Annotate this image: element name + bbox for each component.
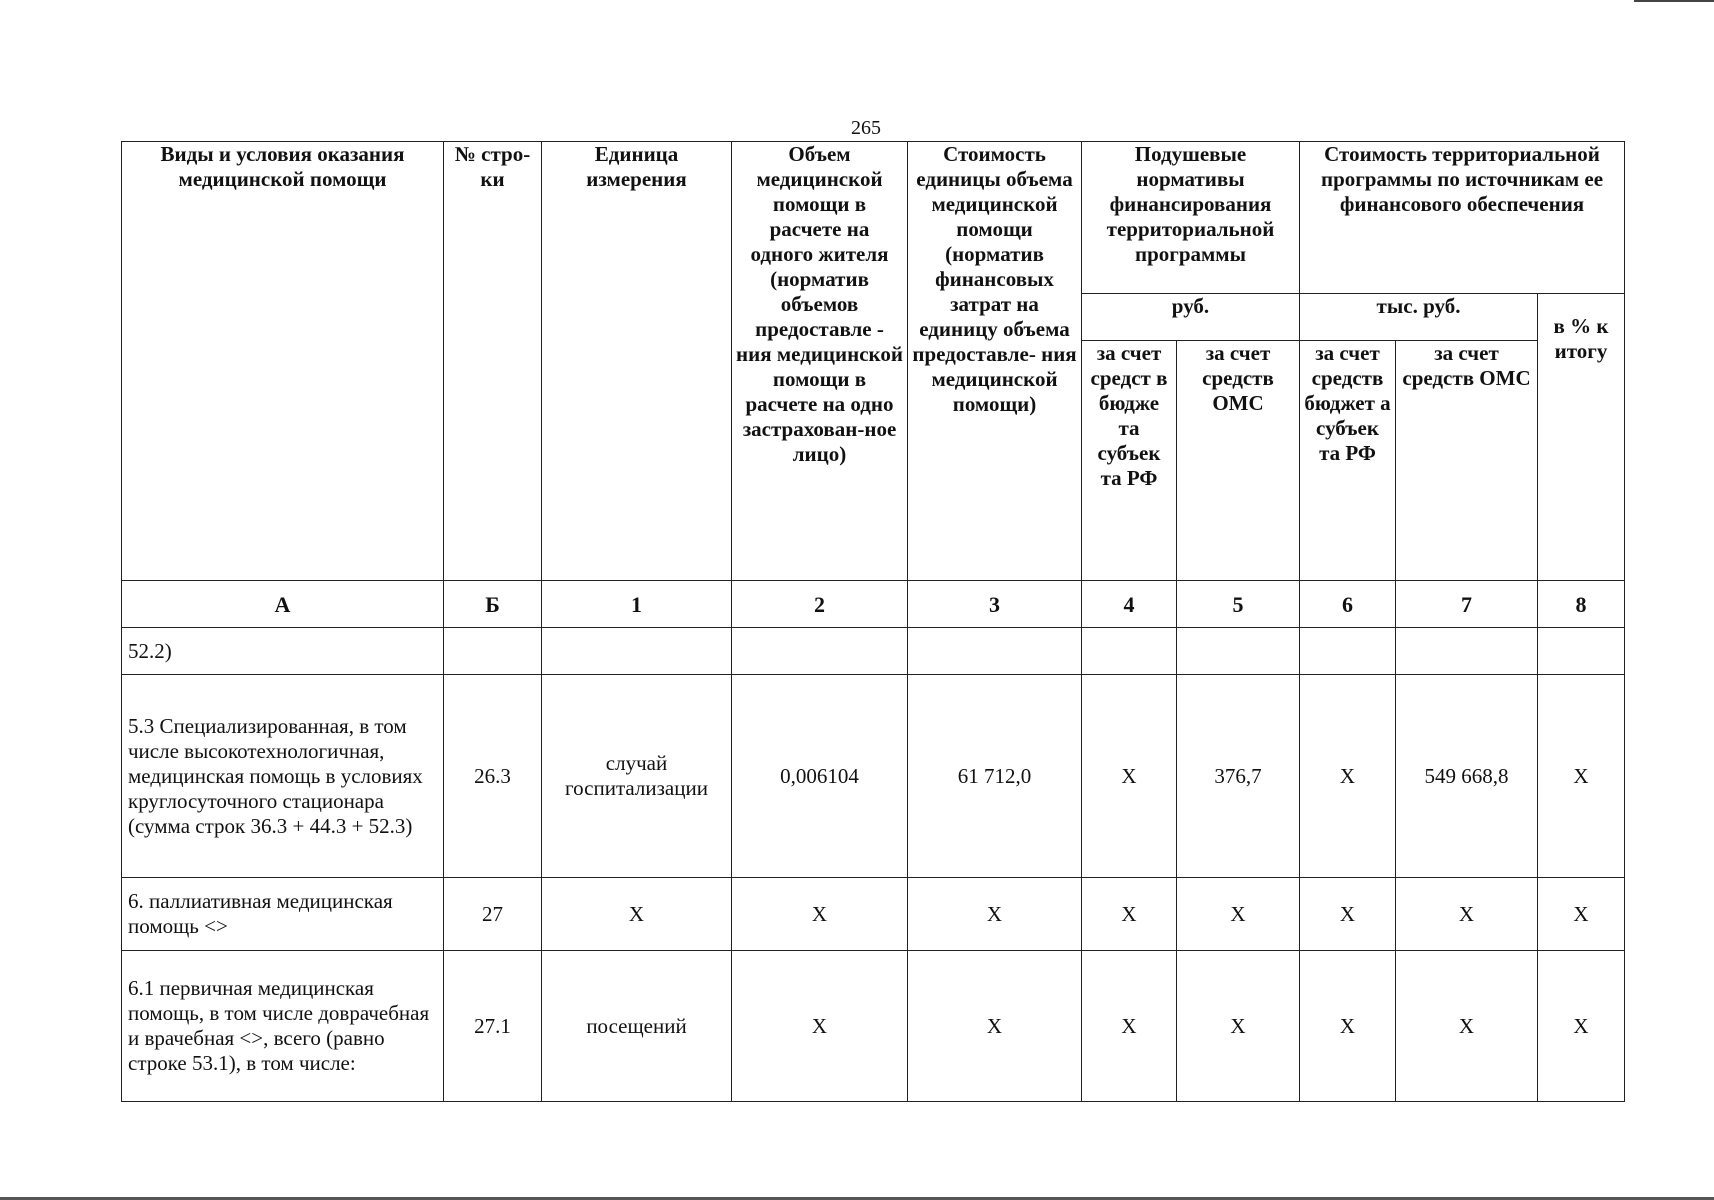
header-line-number: № стро-ки — [444, 142, 542, 581]
row-col-8: X — [1538, 951, 1625, 1102]
index-cell: 5 — [1177, 581, 1300, 628]
table-row — [122, 628, 1625, 675]
row-col-6: X — [1300, 951, 1396, 1102]
index-cell: Б — [444, 581, 542, 628]
header-oms-rub: за счет средств ОМС — [1177, 341, 1300, 581]
row-col-6: X — [1300, 675, 1396, 878]
row-unit-cost: 61 712,0 — [908, 675, 1082, 878]
table-row — [122, 675, 1625, 878]
header-percent-of-total: в % к итогу — [1538, 294, 1625, 581]
row-col-4: X — [1082, 878, 1177, 951]
row-col-5: X — [1177, 951, 1300, 1102]
row-name: 52.2) — [122, 628, 444, 675]
row-col-8 — [1538, 628, 1625, 675]
header-unit: Единица измерения — [542, 142, 732, 581]
row-name: 6. паллиативная медицинская помощь <> — [122, 878, 444, 951]
row-volume: X — [732, 951, 908, 1102]
table-row — [122, 951, 1625, 1102]
row-col-4 — [1082, 628, 1177, 675]
index-cell: 8 — [1538, 581, 1625, 628]
table-row — [122, 878, 1625, 951]
header-oms-thousand: за счет средств ОМС — [1396, 341, 1538, 581]
row-unit: случай госпитализации — [542, 675, 732, 878]
row-line-number — [444, 628, 542, 675]
header-program-cost-group: Стоимость территориальной программы по источникам ее финансового обеспечения — [1300, 142, 1625, 294]
page-number: 265 — [851, 117, 881, 139]
index-cell: 6 — [1300, 581, 1396, 628]
row-volume: 0,006104 — [732, 675, 908, 878]
header-unit-rub: руб. — [1082, 294, 1300, 341]
row-line-number: 27 — [444, 878, 542, 951]
row-volume: X — [732, 878, 908, 951]
row-col-5 — [1177, 628, 1300, 675]
header-regional-budget-thousand: за счет средств бюджет а субъек та РФ — [1300, 341, 1396, 581]
index-cell: 7 — [1396, 581, 1538, 628]
row-unit: X — [542, 878, 732, 951]
row-unit: посещений — [542, 951, 732, 1102]
index-cell: 4 — [1082, 581, 1177, 628]
row-col-7 — [1396, 628, 1538, 675]
row-col-6 — [1300, 628, 1396, 675]
row-col-7: 549 668,8 — [1396, 675, 1538, 878]
row-col-5: X — [1177, 878, 1300, 951]
index-cell: 3 — [908, 581, 1082, 628]
row-line-number: 27.1 — [444, 951, 542, 1102]
index-cell: 1 — [542, 581, 732, 628]
row-col-7: X — [1396, 951, 1538, 1102]
index-cell: А — [122, 581, 444, 628]
header-unit-thousand-rub: тыс. руб. — [1300, 294, 1538, 341]
row-col-8: X — [1538, 675, 1625, 878]
row-col-4: X — [1082, 675, 1177, 878]
row-col-5: 376,7 — [1177, 675, 1300, 878]
row-unit-cost: X — [908, 951, 1082, 1102]
row-unit — [542, 628, 732, 675]
row-name: 5.3 Специализированная, в том числе высокотехнологичная, медицинская помощь в условиях круглосуточного стационара (сумма строк 36.3 + 44.3 + 52.3) — [122, 675, 444, 878]
index-cell: 2 — [732, 581, 908, 628]
row-col-6: X — [1300, 878, 1396, 951]
header-volume-per-capita: Объем медицинской помощи в расчете на одного жителя (норматив объемов предоставле - ния медицинской помощи в расчете на одно застрахован-ное лицо) — [732, 142, 908, 581]
header-regional-budget-rub: за счет средст в бюдже та субъек та РФ — [1082, 341, 1177, 581]
row-unit-cost: X — [908, 878, 1082, 951]
row-name: 6.1 первичная медицинская помощь, в том числе доврачебная и врачебная <>, всего (равно строке 53.1), в том числе: — [122, 951, 444, 1102]
row-col-4: X — [1082, 951, 1177, 1102]
header-unit-cost: Стоимость единицы объема медицинской помощи (норматив финансовых затрат на единицу объема предоставле- ния медицинской помощи) — [908, 142, 1082, 581]
row-col-8: X — [1538, 878, 1625, 951]
row-unit-cost — [908, 628, 1082, 675]
column-index-row — [122, 581, 1625, 628]
row-col-7: X — [1396, 878, 1538, 951]
header-per-capita-group: Подушевые нормативы финансирования территориальной программы — [1082, 142, 1300, 294]
row-volume — [732, 628, 908, 675]
row-line-number: 26.3 — [444, 675, 542, 878]
corner-scan-mark — [1634, 0, 1714, 2]
financing-table — [121, 141, 1625, 1102]
header-types-conditions: Виды и условия оказания медицинской помощи — [122, 142, 444, 581]
